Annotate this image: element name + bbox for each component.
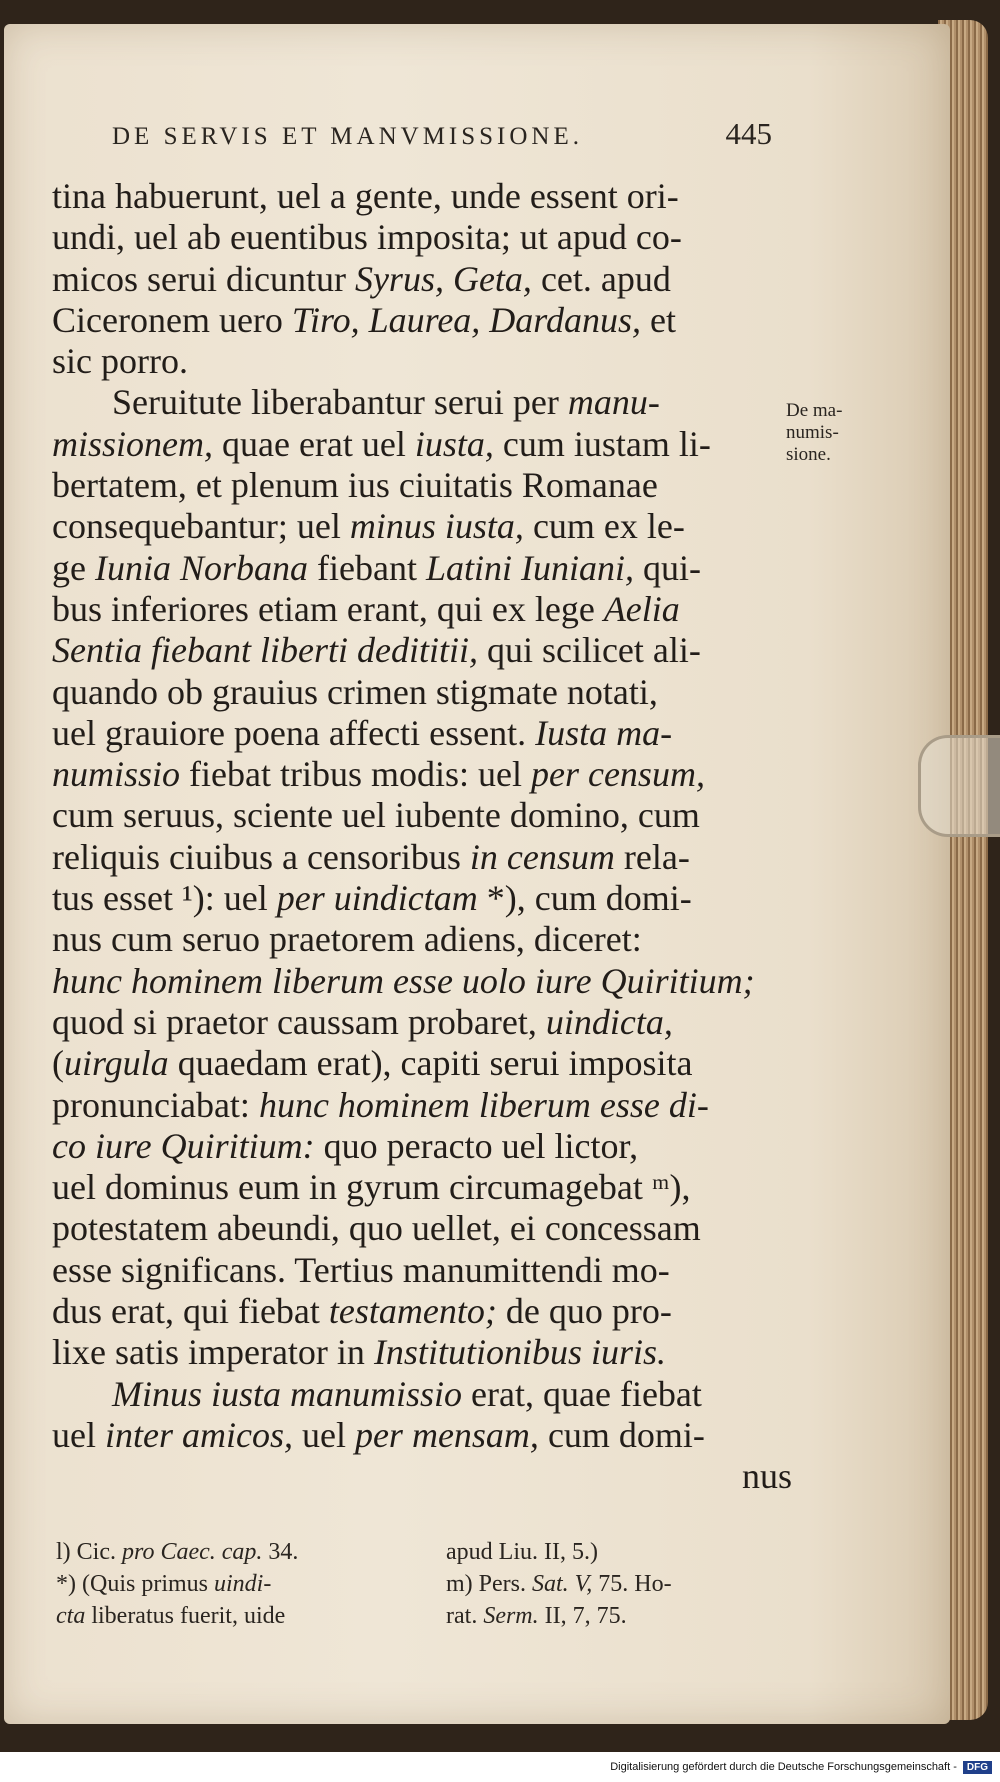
- text-line: [52, 548, 792, 589]
- italic-text: uirgula: [64, 1043, 169, 1084]
- footnote-row: [56, 1536, 816, 1568]
- text-run: 75. Ho-: [592, 1571, 672, 1597]
- footnote-row: [56, 1600, 816, 1632]
- italic-text: hunc hominem liberum esse di-: [258, 1084, 709, 1125]
- italic-text: Sat. V,: [532, 1571, 593, 1597]
- text-line: [52, 424, 792, 465]
- line-content: [52, 919, 642, 960]
- line-content: [52, 259, 671, 300]
- italic-text: Serm.: [483, 1603, 539, 1629]
- text-line: [52, 1456, 792, 1497]
- italic-text: iusta,: [414, 423, 494, 464]
- text-run: rela-: [614, 836, 690, 877]
- text-run: rat.: [446, 1603, 484, 1629]
- line-content: [52, 217, 682, 258]
- text-run: uel grauiore poena affecti essent.: [52, 712, 536, 753]
- line-content: [52, 1002, 673, 1043]
- line-content: [52, 1250, 670, 1291]
- bookmark-ribbon: [918, 735, 1000, 837]
- page-number: 445: [725, 116, 772, 151]
- line-content: [52, 795, 700, 836]
- text-line: [52, 1126, 792, 1167]
- text-line: [52, 1085, 792, 1126]
- margin-note-line: De ma-: [786, 400, 843, 421]
- text-line: [52, 1043, 792, 1084]
- text-run: dus erat, qui fiebat: [52, 1291, 329, 1332]
- text-run: potestatem abeundi, quo uellet, ei concessam: [52, 1208, 701, 1249]
- text-run: Ciceronem uero: [52, 299, 292, 340]
- text-line: [52, 465, 792, 506]
- italic-text: manu-: [567, 382, 660, 423]
- footnote-right: [446, 1600, 627, 1632]
- italic-text: Latini Iuniani,: [425, 547, 634, 588]
- text-line: [52, 672, 792, 713]
- italic-text: inter amicos,: [104, 1414, 293, 1455]
- line-content: [112, 1374, 702, 1415]
- line-content: [52, 1415, 705, 1456]
- line-content: [112, 382, 660, 423]
- text-run: l) Cic.: [56, 1539, 122, 1565]
- italic-text: Sentia fiebant liberti dedititii,: [52, 630, 478, 671]
- italic-text: Institutionibus iuris.: [373, 1332, 666, 1373]
- text-line: [52, 630, 792, 671]
- italic-text: Minus iusta manumissio: [112, 1373, 463, 1414]
- footnote-right: [446, 1568, 672, 1600]
- text-line: [52, 506, 792, 547]
- text-line: [52, 259, 792, 300]
- margin-note-line: numis-: [786, 422, 839, 443]
- text-run: uel: [52, 1414, 105, 1455]
- line-content: [52, 424, 711, 465]
- text-run: uel: [292, 1414, 355, 1455]
- text-line: [52, 1167, 792, 1208]
- footnote-left: [56, 1536, 446, 1568]
- text-run: qui-: [633, 547, 701, 588]
- text-line: [52, 1250, 792, 1291]
- line-content: [52, 176, 679, 217]
- italic-text: missionem,: [52, 423, 213, 464]
- body-text: [52, 176, 792, 1498]
- text-line: [52, 341, 792, 382]
- line-content: [52, 548, 701, 589]
- text-line: [52, 1002, 792, 1043]
- text-run: lixe satis imperator in: [52, 1332, 374, 1373]
- line-content: [52, 1085, 709, 1126]
- text-run: bus inferiores etiam erant, qui ex lege: [52, 588, 604, 629]
- text-line: [52, 961, 792, 1002]
- text-line: [52, 795, 792, 836]
- text-run: Seruitute liberabantur serui per: [112, 382, 568, 423]
- italic-text: minus iusta,: [349, 506, 524, 547]
- line-content: [52, 672, 658, 713]
- italic-text: uindi-: [214, 1571, 272, 1597]
- text-run: m) Pers.: [446, 1571, 532, 1597]
- text-run: 34.: [262, 1539, 299, 1565]
- text-run: qui scilicet ali-: [477, 630, 701, 671]
- line-content: [52, 341, 188, 382]
- text-run: liberatus fuerit, uide: [85, 1603, 286, 1629]
- italic-text: hunc hominem liberum esse uolo iure Quiritium;: [52, 960, 755, 1001]
- digitization-footer: [0, 1752, 1000, 1782]
- text-run: sic porro.: [52, 341, 188, 382]
- text-line: [52, 1374, 792, 1415]
- text-run: (: [52, 1043, 64, 1084]
- footnote-left: [56, 1568, 446, 1600]
- text-run: undi, uel ab euentibus imposita; ut apud co-: [52, 217, 682, 258]
- footnotes: [56, 1536, 816, 1632]
- text-line: [52, 1415, 792, 1456]
- italic-text: Tiro, Laurea, Dardanus,: [291, 299, 641, 340]
- text-run: cum iustam li-: [493, 423, 711, 464]
- text-run: et: [640, 299, 676, 340]
- text-line: [52, 919, 792, 960]
- line-content: [52, 506, 685, 547]
- text-run: quae erat uel: [213, 423, 415, 464]
- text-run: de quo pro-: [496, 1291, 672, 1332]
- text-line: [52, 1291, 792, 1332]
- italic-text: Iunia Norbana: [94, 547, 308, 588]
- text-line: [52, 1332, 792, 1373]
- line-content: [52, 1291, 672, 1332]
- running-title: DE SERVIS ET MANVMISSIONE.: [112, 123, 584, 150]
- line-content: [52, 1208, 701, 1249]
- text-run: uel dominus eum in gyrum circumagebat ᵐ),: [52, 1167, 691, 1208]
- footnote-left: [56, 1600, 446, 1632]
- line-content: [52, 961, 755, 1002]
- text-run: fiebant: [308, 547, 426, 588]
- text-run: esse significans. Tertius manumittendi mo-: [52, 1249, 670, 1290]
- text-line: [52, 837, 792, 878]
- line-content: [52, 754, 705, 795]
- italic-text: cta: [56, 1603, 86, 1629]
- text-run: ge: [52, 547, 95, 588]
- italic-text: Iusta ma-: [535, 712, 673, 753]
- italic-text: uindicta,: [545, 1001, 673, 1042]
- text-line: [52, 589, 792, 630]
- text-run: cum domi-: [538, 1414, 705, 1455]
- text-run: fiebat tribus modis: uel: [180, 754, 531, 795]
- footnote-row: [56, 1568, 816, 1600]
- text-run: quando ob grauius crimen stigmate notati,: [52, 671, 658, 712]
- text-line: [52, 878, 792, 919]
- text-run: *), cum domi-: [477, 878, 692, 919]
- italic-text: numissio: [52, 754, 181, 795]
- text-run: *) (Quis primus: [56, 1571, 214, 1597]
- line-content: [52, 1332, 666, 1373]
- text-line: [52, 300, 792, 341]
- italic-text: Syrus, Geta,: [354, 258, 532, 299]
- italic-text: per censum,: [530, 754, 705, 795]
- text-run: consequebantur; uel: [52, 506, 350, 547]
- text-run: cet. apud: [531, 258, 671, 299]
- text-line: [52, 754, 792, 795]
- line-content: [742, 1456, 792, 1497]
- text-run: reliquis ciuibus a censoribus: [52, 836, 470, 877]
- text-run: tus esset ¹): uel: [52, 878, 277, 919]
- text-run: pronunciabat:: [52, 1084, 259, 1125]
- text-run: II, 7, 75.: [538, 1603, 627, 1629]
- italic-text: Aelia: [603, 588, 680, 629]
- text-run: bertatem, et plenum ius ciuitatis Romanae: [52, 465, 658, 506]
- text-line: [52, 217, 792, 258]
- line-content: [52, 630, 701, 671]
- line-content: [52, 713, 672, 754]
- line-content: [52, 300, 676, 341]
- line-content: [52, 1126, 638, 1167]
- line-content: [52, 465, 658, 506]
- text-run: nus: [741, 1456, 792, 1497]
- line-content: [52, 878, 692, 919]
- footnote-right: [446, 1536, 598, 1568]
- text-run: apud Liu. II, 5.): [446, 1539, 598, 1565]
- text-run: tina habuerunt, uel a gente, unde essent ori-: [52, 176, 679, 216]
- margin-note: [786, 400, 866, 466]
- line-content: [52, 1167, 690, 1208]
- text-run: cum ex le-: [523, 506, 685, 547]
- italic-text: in censum: [469, 836, 615, 877]
- line-content: [52, 837, 690, 878]
- text-line: [52, 382, 792, 423]
- italic-text: per uindictam: [276, 878, 478, 919]
- funding-credit: Digitalisierung gefördert durch die Deutsche Forschungsgemeinschaft -: [610, 1761, 957, 1773]
- text-run: quaedam erat), capiti serui imposita: [168, 1043, 693, 1084]
- line-content: [52, 1043, 693, 1084]
- running-head: [112, 116, 772, 152]
- line-content: [52, 589, 680, 630]
- margin-note-line: sione.: [786, 444, 831, 465]
- text-run: quo peracto uel lictor,: [314, 1125, 639, 1166]
- text-run: quod si praetor caussam probaret,: [52, 1001, 546, 1042]
- dfg-logo: DFG: [963, 1761, 992, 1774]
- text-run: erat, quae fiebat: [462, 1373, 702, 1414]
- italic-text: co iure Quiritium:: [52, 1125, 315, 1166]
- italic-text: testamento;: [328, 1291, 497, 1332]
- italic-text: pro Caec. cap.: [122, 1539, 263, 1565]
- text-line: [52, 713, 792, 754]
- text-line: [52, 1208, 792, 1249]
- italic-text: per mensam,: [354, 1414, 539, 1455]
- text-line: [52, 176, 792, 217]
- text-run: nus cum seruo praetorem adiens, diceret:: [52, 919, 642, 960]
- text-run: micos serui dicuntur: [52, 258, 355, 299]
- text-run: cum seruus, sciente uel iubente domino, cum: [52, 795, 700, 836]
